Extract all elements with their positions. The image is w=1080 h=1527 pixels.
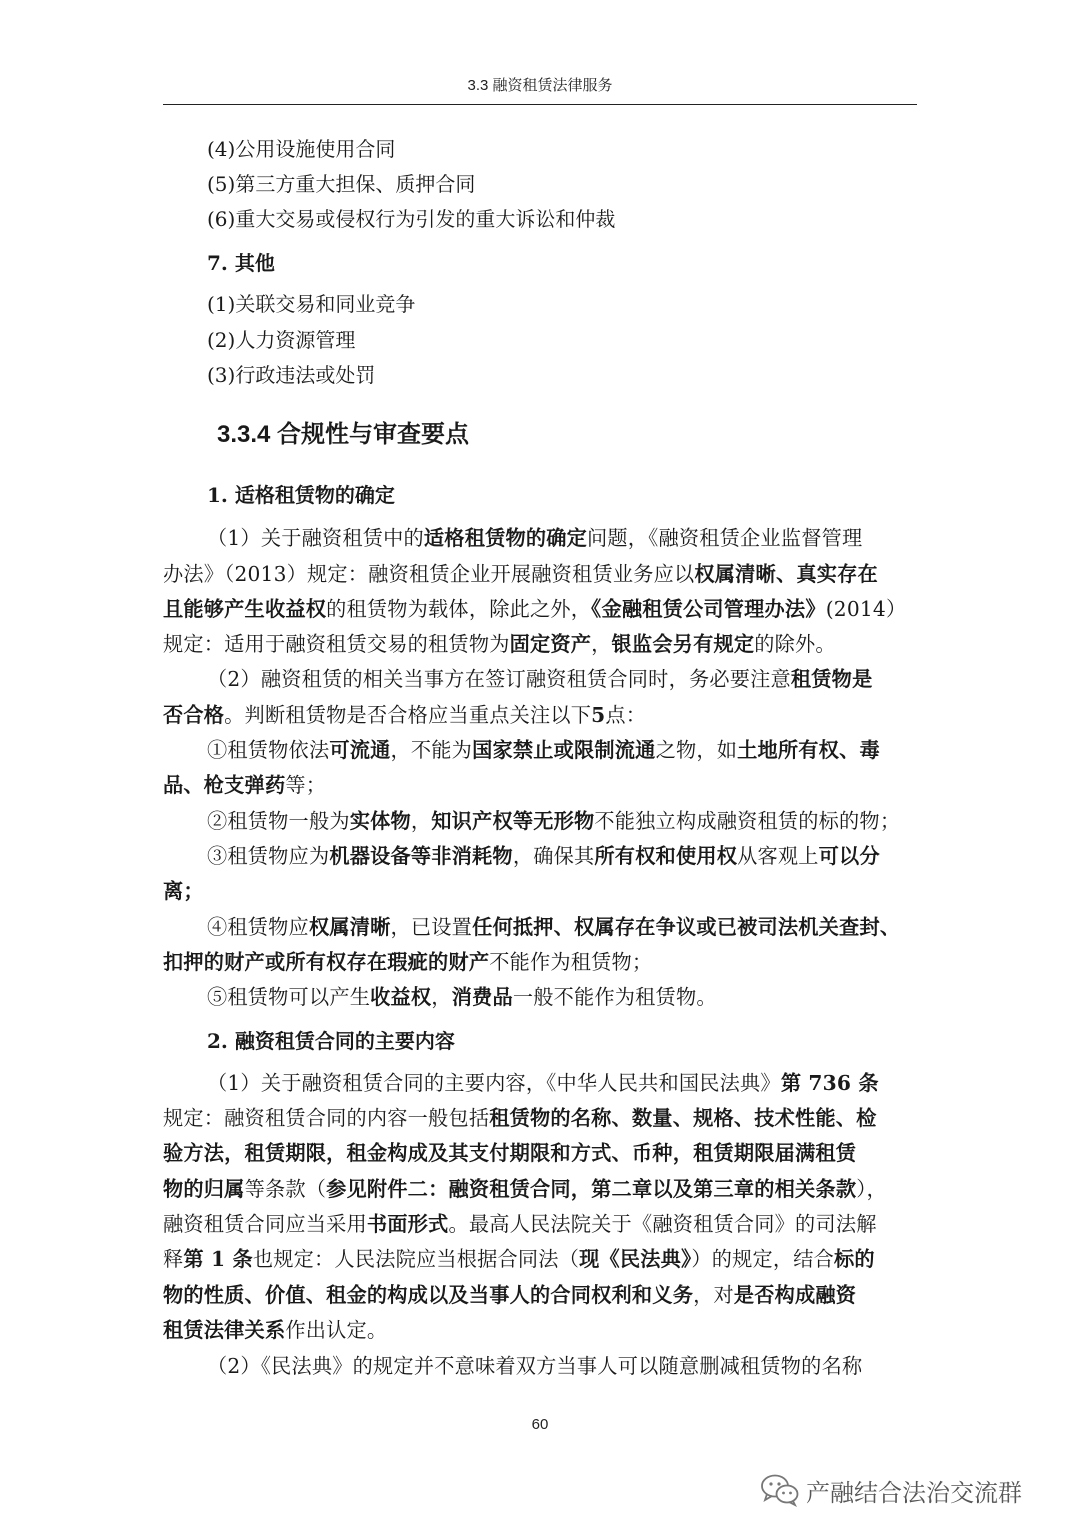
paragraph-line: 融资租赁合同应当采用书面形式。最高人民法院关于《融资租赁合同》的司法解 (163, 1212, 877, 1236)
paragraph-line: 验方法，租赁期限，租金构成及其支付期限和方式、币种，租赁期限届满租赁 (163, 1141, 857, 1165)
list-item: (4)公用设施使用合同 (207, 137, 396, 161)
paragraph-line: （1）关于融资租赁中的适格租赁物的确定问题，《融资租赁企业监督管理 (207, 526, 863, 550)
list-item: (5)第三方重大担保、质押合同 (207, 172, 476, 196)
subsection-title-2: 2. 融资租赁合同的主要内容 (207, 1029, 455, 1053)
paragraph-line: 物的归属等条款（参见附件二：融资租赁合同，第二章以及第三章的相关条款）， (163, 1177, 887, 1201)
list-item: (3)行政违法或处罚 (207, 363, 376, 387)
paragraph-line: 规定：适用于融资租赁交易的租赁物为固定资产，银监会另有规定的除外。 (163, 632, 836, 656)
point-line: ⑤租赁物可以产生收益权，消费品一般不能作为租赁物。 (207, 985, 717, 1009)
paragraph-line: 规定：融资租赁合同的内容一般包括租赁物的名称、数量、规格、技术性能、检 (163, 1106, 877, 1130)
watermark (760, 1470, 1022, 1510)
paragraph-line: 物的性质、价值、租金的构成以及当事人的合同权利和义务，对是否构成融资 (163, 1283, 857, 1307)
paragraph-line: 释第 1 条也规定：人民法院应当根据合同法（现《民法典》）的规定，结合标的 (163, 1247, 875, 1271)
paragraph-line: （2）融资租赁的相关当事方在签订融资租赁合同时，务必要注意租赁物是 (207, 667, 873, 691)
point-line: 离； (163, 879, 204, 903)
paragraph-line: 办法》（2013）规定：融资租赁企业开展融资租赁业务应以权属清晰、真实存在 (163, 562, 878, 586)
header-rule (163, 104, 917, 105)
heading-7: 7. 其他 (207, 251, 275, 275)
point-line: ②租赁物一般为实体物，知识产权等无形物不能独立构成融资租赁的标的物； (207, 809, 901, 833)
list-item: (6)重大交易或侵权行为引发的重大诉讼和仲裁 (207, 207, 616, 231)
subsection-title-1: 1. 适格租赁物的确定 (207, 483, 395, 507)
point-line: ③租赁物应为机器设备等非消耗物，确保其所有权和使用权从客观上可以分 (207, 844, 880, 868)
point-line: 品、枪支弹药等； (163, 773, 327, 797)
point-line: 扣押的财产或所有权存在瑕疵的财产不能作为租赁物； (163, 950, 653, 974)
paragraph-line: 且能够产生收益权的租赁物为载体，除此之外，《金融租赁公司管理办法》(2014） (163, 597, 907, 621)
list-item: (1)关联交易和同业竞争 (207, 292, 416, 316)
section-title: 3.3.4 合规性与审查要点 (217, 421, 470, 448)
paragraph-line: 否合格。判断租赁物是否合格应当重点关注以下5点： (163, 703, 647, 727)
point-line: ④租赁物应权属清晰，已设置任何抵押、权属存在争议或已被司法机关查封、 (207, 915, 901, 939)
list-item: (2)人力资源管理 (207, 328, 356, 352)
page-number: 60 (531, 1416, 549, 1433)
point-line: ①租赁物依法可流通，不能为国家禁止或限制流通之物，如土地所有权、毒 (207, 738, 880, 762)
paragraph-line: （2）《民法典》的规定并不意味着双方当事人可以随意删减租赁物的名称 (207, 1354, 863, 1378)
paragraph-line: （1）关于融资租赁合同的主要内容，《中华人民共和国民法典》第 736 条 (207, 1071, 879, 1095)
paragraph-line: 租赁法律关系作出认定。 (163, 1318, 388, 1342)
watermark-text: 产融结合法治交流群 (806, 1478, 1022, 1507)
wechat-icon (760, 1473, 800, 1507)
running-header: 3.3 融资租赁法律服务 (467, 77, 613, 94)
